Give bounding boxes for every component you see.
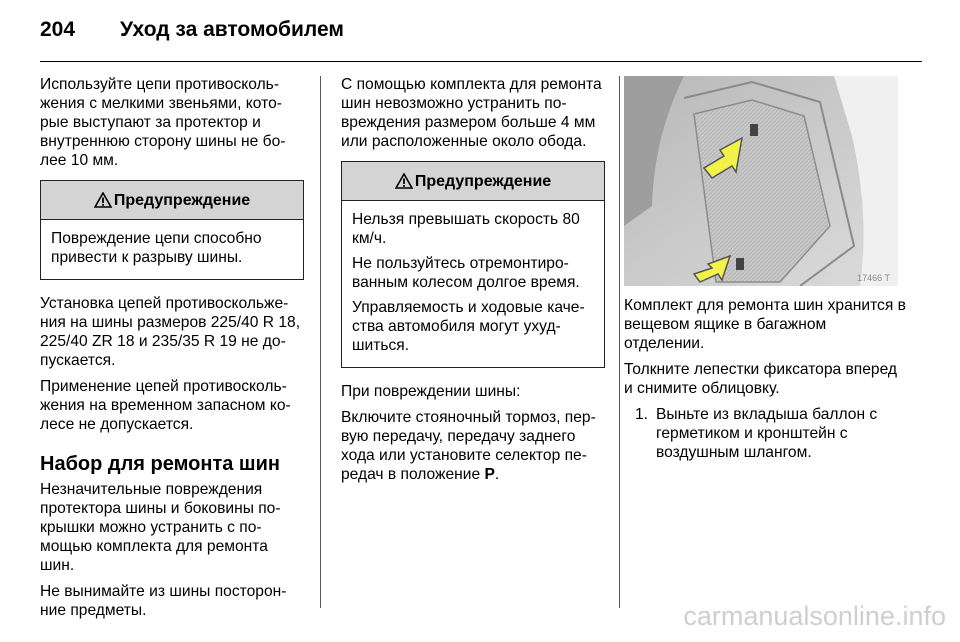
warning-text: Повреждение цепи способно привести к разрыву шины. [51, 230, 262, 266]
section-heading: Набор для ремонта шин [40, 453, 280, 475]
watermark: carmanualsonline.info [683, 601, 946, 631]
warning-icon [94, 192, 112, 208]
step-text: Выньте из вкладыша баллон с герметиком и кронштейн с воздушным шлангом. [656, 406, 878, 461]
paragraph: Толкните лепестки фиксатора вперед и снимите облицовку. [624, 361, 898, 397]
image-reference-number: 17466 T [857, 273, 890, 283]
warning-title: Предупреждение [414, 172, 552, 190]
paragraph: Установка цепей противоскольжения на шины размеров 225/40 R 18, 225/40 ZR 18 и 235/35 R 19 не допускается. [40, 295, 301, 369]
step-number: 1. [634, 406, 648, 423]
paragraph: Включите стояночный тормоз, первую передачу, передачу заднего хода или установите селектор передач в положение P. [341, 409, 596, 483]
warning-header [342, 162, 604, 201]
paragraph: Применение цепей противоскольжения на временном запасном колесе не допускается. [40, 378, 291, 433]
list-item [624, 405, 906, 462]
warning-title: Предупреждение [113, 191, 251, 209]
paragraph: При повреждении шины: [341, 383, 521, 400]
paragraph: Используйте цепи противоскольжения с мелкими звеньями, которые выступают за протектор и внутреннюю сторону шины не более 10 мм. [40, 76, 286, 169]
warning-line: Нельзя превышать скорость 80 км/ч. [352, 211, 580, 247]
gear-p-label: P [484, 466, 495, 483]
warning-box [341, 161, 605, 368]
column-1 [40, 75, 304, 627]
paragraph: Не вынимайте из шины посторонние предметы. [40, 583, 287, 619]
page-title: Уход за автомобилем [120, 18, 344, 41]
column-3 [624, 296, 906, 462]
paragraph: С помощью комплекта для ремонта шин невозможно устранить повреждения размером больше 4 мм или расположенные около обода. [341, 76, 602, 150]
warning-icon [395, 173, 413, 189]
warning-line: Управляемость и ходовые качества автомобиля могут ухудшиться. [352, 299, 585, 354]
paragraph: Комплект для ремонта шин хранится в вещевом ящике в багажном отделении. [624, 297, 906, 352]
column-2 [341, 75, 605, 491]
warning-box [40, 180, 304, 280]
column-divider-1 [320, 76, 321, 608]
warning-header [41, 181, 303, 220]
column-divider-2 [619, 76, 620, 608]
paragraph: Незначительные повреждения протектора шины и боковины покрышки можно устранить с помощью комплекта для ремонта шин. [40, 481, 281, 574]
trunk-illustration [624, 76, 898, 286]
warning-line: Не пользуйтесь отремонтированным колесом долгое время. [352, 255, 580, 291]
page-number: 204 [40, 18, 76, 41]
header-divider [40, 61, 922, 62]
page-header [40, 14, 922, 54]
trunk-compartment-image [624, 76, 898, 286]
step-list [624, 405, 906, 462]
